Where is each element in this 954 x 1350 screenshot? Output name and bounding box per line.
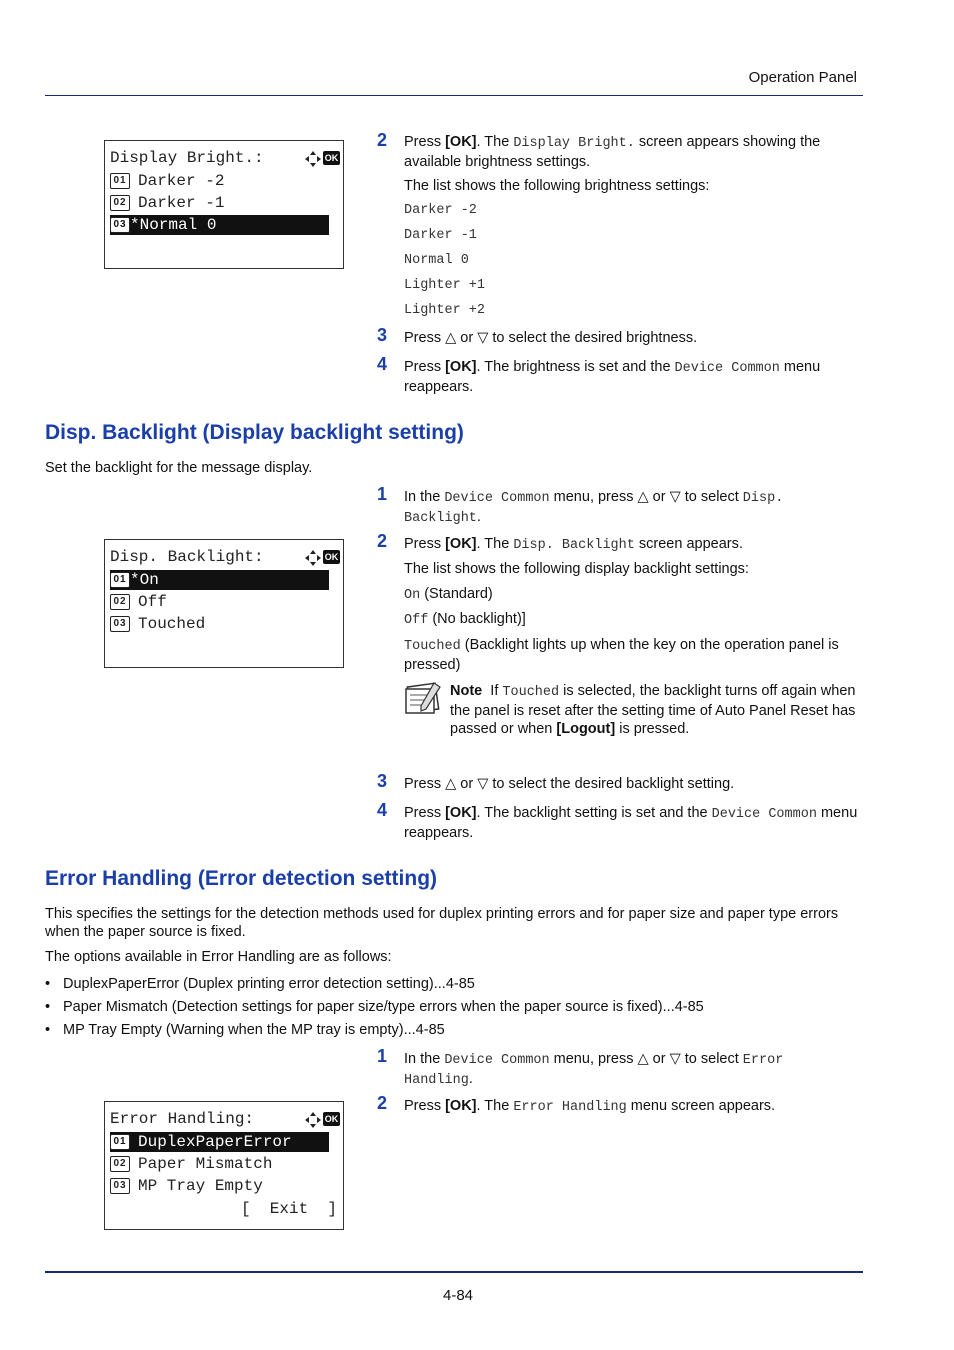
lcd-display-bright bbox=[104, 140, 344, 269]
step-text: Press △ or ▽ to select the desired brightness. bbox=[404, 330, 698, 346]
step-text: In the Device Common menu, press △ or ▽ to select Disp. Backlight. bbox=[404, 489, 784, 526]
lcd-title: Error Handling: bbox=[110, 1110, 255, 1128]
lcd-row-selected: 01 DuplexPaperError bbox=[110, 1132, 329, 1152]
lcd-error-handling bbox=[104, 1101, 344, 1230]
lcd-title: Display Bright.: bbox=[110, 149, 264, 167]
dpad-icon bbox=[305, 151, 321, 167]
list-item: Off (No backlight)] bbox=[404, 611, 526, 628]
page-number: 4-84 bbox=[442, 1287, 474, 1304]
list-item: Normal 0 bbox=[404, 253, 469, 268]
note-text: Note If Touched is selected, the backlight turns off again when the panel is reset after the setting time of Auto Panel Reset has passed or when [Logout] is pressed. bbox=[450, 683, 856, 737]
footer-rule bbox=[45, 1271, 863, 1273]
lcd-row-selected: 03 *Normal 0 bbox=[110, 215, 329, 235]
lcd-disp-backlight bbox=[104, 539, 344, 668]
lcd-nav-icons bbox=[305, 1112, 340, 1128]
lcd-row: 02 Paper Mismatch bbox=[110, 1154, 331, 1174]
ok-icon: OK bbox=[324, 153, 339, 163]
step-number: 2 bbox=[377, 130, 388, 150]
step-number: 3 bbox=[377, 325, 388, 345]
step-number: 2 bbox=[377, 1093, 388, 1113]
bullet-item: • MP Tray Empty (Warning when the MP tray is empty)...4-85 bbox=[45, 1022, 445, 1038]
section-title-error-handling: Error Handling (Error detection setting) bbox=[45, 867, 438, 890]
lcd-nav-icons bbox=[305, 550, 340, 566]
step-text: In the Device Common menu, press △ or ▽ to select Error Handling. bbox=[404, 1051, 784, 1088]
lcd-row: 02 Off bbox=[110, 592, 331, 612]
step-text: Press △ or ▽ to select the desired backlight setting. bbox=[404, 776, 735, 792]
lcd-row: 01 Darker -2 bbox=[110, 171, 331, 191]
step-number: 4 bbox=[377, 800, 388, 820]
list-item: Darker -2 bbox=[404, 203, 477, 218]
section-intro: Set the backlight for the message display. bbox=[45, 460, 313, 476]
section-intro: This specifies the settings for the detection methods used for duplex printing errors and for paper size and paper type errors when the paper source is fixed. bbox=[45, 906, 839, 940]
list-item: Darker -1 bbox=[404, 228, 477, 243]
step-number: 1 bbox=[377, 484, 388, 504]
bullet-item: • Paper Mismatch (Detection settings for paper size/type errors when the paper source is fixed)...4-85 bbox=[45, 999, 704, 1015]
step-text: Press [OK]. The Error Handling menu screen appears. bbox=[404, 1098, 776, 1115]
lcd-exit-option: [ Exit ] bbox=[240, 1200, 337, 1218]
lcd-row-selected: 01 *On bbox=[110, 570, 329, 590]
list-intro: The list shows the following display backlight settings: bbox=[404, 561, 749, 577]
step-text: Press [OK]. The Disp. Backlight screen appears. bbox=[404, 536, 743, 553]
lcd-row: 02 Darker -1 bbox=[110, 193, 331, 213]
header-section-label: Operation Panel bbox=[748, 69, 857, 86]
lcd-row: 03 Touched bbox=[110, 614, 331, 634]
header-rule bbox=[45, 95, 863, 96]
dpad-icon bbox=[305, 1112, 321, 1128]
step-number: 4 bbox=[377, 354, 388, 374]
list-intro: The list shows the following brightness settings: bbox=[404, 178, 710, 194]
list-item: Lighter +2 bbox=[404, 303, 486, 318]
step-number: 1 bbox=[377, 1046, 388, 1066]
ok-icon: OK bbox=[324, 552, 339, 562]
note-icon bbox=[404, 681, 442, 715]
section-title-backlight: Disp. Backlight (Display backlight setting) bbox=[45, 421, 464, 444]
lcd-row: 03 MP Tray Empty bbox=[110, 1176, 331, 1196]
section-paragraph: The options available in Error Handling are as follows: bbox=[45, 949, 392, 965]
lcd-nav-icons bbox=[305, 151, 340, 167]
step-number: 2 bbox=[377, 531, 388, 551]
step-number: 3 bbox=[377, 771, 388, 791]
bullet-item: • DuplexPaperError (Duplex printing error detection setting)...4-85 bbox=[45, 976, 475, 992]
dpad-icon bbox=[305, 550, 321, 566]
list-item: Lighter +1 bbox=[404, 278, 486, 293]
ok-icon: OK bbox=[324, 1114, 339, 1124]
step-text: Press [OK]. The backlight setting is set and the Device Common menu reappears. bbox=[404, 805, 858, 841]
lcd-title: Disp. Backlight: bbox=[110, 548, 264, 566]
list-item: Touched (Backlight lights up when the key on the operation panel is pressed) bbox=[404, 637, 839, 673]
step-text: Press [OK]. The Display Bright. screen appears showing the available brightness settings. bbox=[404, 134, 821, 170]
list-item: On (Standard) bbox=[404, 586, 493, 603]
step-text: Press [OK]. The brightness is set and the Device Common menu reappears. bbox=[404, 359, 821, 395]
